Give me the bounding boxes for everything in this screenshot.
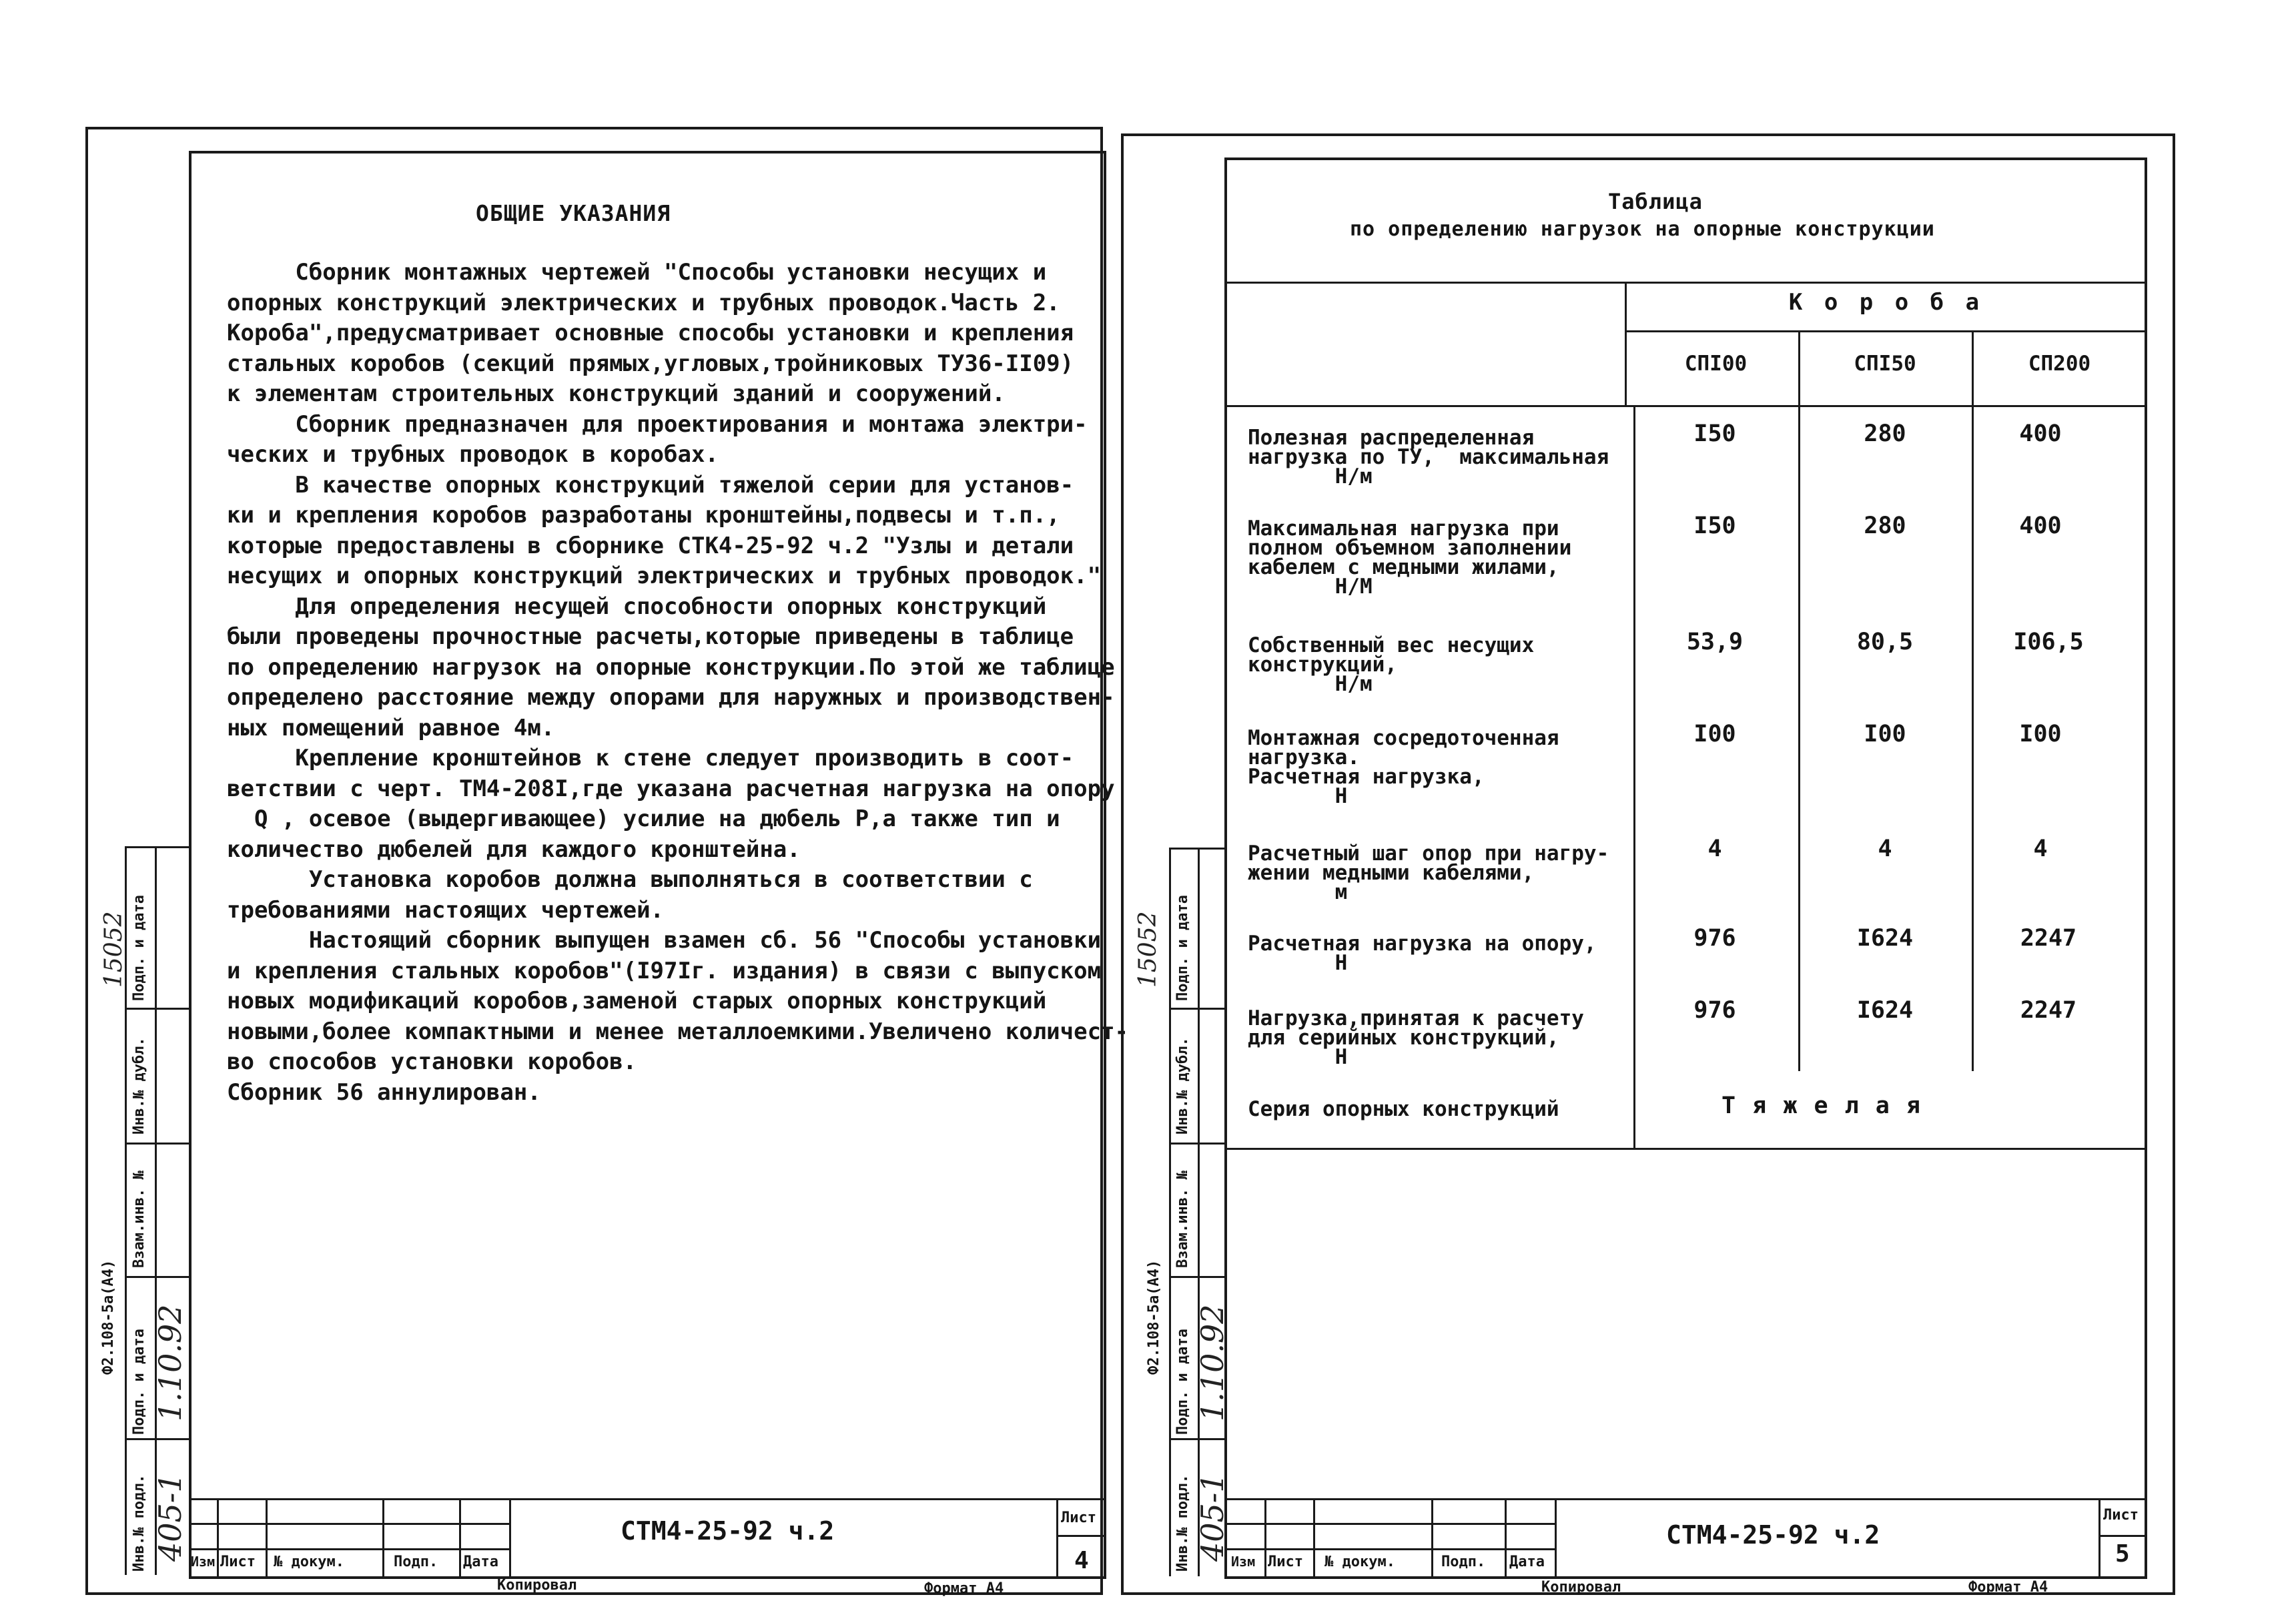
body-line: Крепление кронштейнов к стене следует производить в соот- [227, 745, 1074, 771]
table-column-header: СП200 [2028, 352, 2091, 376]
row-label: Собственный вес несущих конструкций, Н/м [1248, 633, 1535, 696]
body-line: ки и крепления коробов разработаны кронштейны,подвесы и т.п., [227, 502, 1060, 529]
cell-value: I624 [1856, 925, 1914, 952]
body-line: ческих и трубных проводок в коробах. [227, 441, 719, 468]
body-line: к элементам строительных конструкций зданий и сооружений. [227, 380, 1006, 407]
body-line: были проведены прочностные расчеты,которые приведены в таблице [227, 623, 1074, 650]
left-stamp-hand-inv: 405-1 [152, 1473, 188, 1562]
row-label: Полезная распределенная нагрузка по ТУ, максимальная Н/м [1248, 426, 1609, 489]
right-format-label: Формат А4 [1968, 1579, 2048, 1596]
row-label: Нагрузка,принятая к расчету для серийных конструкций, Н [1248, 1006, 1584, 1069]
table-column-header: СПI50 [1854, 352, 1916, 376]
left-stamp-inv-dup-label: Инв.№ дубл. [131, 1037, 147, 1135]
cell-value: 2247 [2020, 925, 2077, 952]
right-stamp-hand-sign: 15052 [1134, 911, 1162, 988]
left-stamp-hand-sign: 15052 [100, 911, 127, 988]
right-stamp-replace-inv-label: Взам.инв. № [1174, 1171, 1191, 1268]
table-title: Таблица [1608, 189, 1703, 214]
series-value: Т я ж е л а я [1721, 1092, 1922, 1119]
cell-value: 80,5 [1856, 629, 1914, 655]
body-line: Q , осевое (выдергивающее) усилие на дюбель Р,а также тип и [227, 805, 1060, 832]
left-tb-date: Дата [463, 1554, 498, 1570]
left-stamp-form-label: Ф2.108-5а(А4) [100, 1259, 117, 1375]
cell-value: I00 [1693, 721, 1736, 747]
cell-value: 53,9 [1686, 629, 1744, 655]
left-stamp-replace-inv-label: Взам.инв. № [131, 1171, 147, 1268]
body-line: новыми,более компактными и менее металлоемкими.Увеличено количест- [227, 1018, 1129, 1045]
cell-value: 4 [1707, 836, 1722, 862]
body-line: по определению нагрузок на опорные конструкции.По этой же таблице [227, 653, 1115, 681]
cell-value: 400 [2019, 513, 2062, 539]
right-tb-doc: № докум. [1324, 1554, 1395, 1570]
left-tb-sign: Подп. [394, 1554, 438, 1570]
table-subtitle: по определению нагрузок на опорные конструкции [1350, 218, 1935, 241]
left-sheet-number: 4 [1074, 1547, 1089, 1574]
row-label: Расчетный шаг опор при нагру- жении медными кабелями, м [1248, 842, 1609, 904]
cell-value: I624 [1856, 997, 1914, 1024]
body-line: которые предоставлены в сборнике СТК4-25-92 ч.2 "Узлы и детали [227, 532, 1074, 559]
body-line: Для определения несущей способности опорных конструкций [227, 593, 1047, 620]
right-copied-label: Копировал [1541, 1579, 1621, 1596]
cell-value: I00 [2019, 721, 2062, 747]
body-line: определено расстояние между опорами для наружных и производствен- [227, 684, 1115, 711]
body-line: Сборник 56 аннулирован. [227, 1078, 541, 1106]
body-line: во способов установки коробов. [227, 1048, 637, 1075]
left-tb-list: Лист [220, 1554, 256, 1570]
cell-value: 400 [2019, 420, 2062, 447]
right-stamp-form-label: Ф2.108-5а(А4) [1146, 1259, 1162, 1375]
table-column-header: СПI00 [1684, 352, 1748, 376]
left-stamp-inv-orig-label: Инв.№ подл. [131, 1474, 147, 1572]
row-label: Монтажная сосредоточенная нагрузка. Расчетная нагрузка, Н [1248, 726, 1559, 808]
row-label: Расчетная нагрузка на опору, Н [1248, 932, 1597, 975]
body-line: Сборник предназначен для проектирования и монтажа электри- [227, 410, 1088, 438]
body-line: несущих и опорных конструкций электрических и трубных проводок." [227, 563, 1102, 589]
right-stamp-sign-date2-label: Подп. и дата [1174, 1329, 1191, 1435]
row-label: Серия опорных конструкций [1248, 1097, 1559, 1121]
right-tb-list: Лист [1268, 1554, 1303, 1570]
body-line: стальных коробов (секций прямых,угловых,тройниковых ТУ36-II09) [227, 350, 1074, 377]
left-stamp-hand-date: 1.10.92 [152, 1304, 188, 1421]
cell-value: 4 [1878, 836, 1892, 862]
body-line: Сборник монтажных чертежей "Способы установки несущих и [227, 259, 1047, 286]
row-label: Максимальная нагрузка при полном объемном заполнении кабелем с медными жилами, Н/М [1248, 517, 1572, 599]
right-doc-code: СТМ4-25-92 ч.2 [1666, 1520, 1880, 1550]
cell-value: 280 [1864, 513, 1906, 539]
cell-value: 976 [1693, 925, 1736, 952]
body-line: В качестве опорных конструкций тяжелой серии для установ- [227, 471, 1074, 499]
body-line: и крепления стальных коробов"(I97Iг. издания) в связи с выпуском [227, 957, 1102, 984]
cell-value: I00 [1864, 721, 1906, 747]
right-stamp-sign-date-label: Подп. и дата [1174, 895, 1191, 1001]
left-format-label: Формат А4 [924, 1580, 1004, 1597]
cell-value: I50 [1693, 420, 1736, 447]
body-line: опорных конструкций электрических и трубных проводок.Часть 2. [227, 289, 1060, 316]
cell-value: I06,5 [2013, 629, 2084, 655]
left-doc-code: СТМ4-25-92 ч.2 [621, 1516, 835, 1546]
table-group-header: К о р о б а [1788, 289, 1984, 316]
right-sheet-number: 5 [2115, 1540, 2130, 1568]
cell-value: 4 [2033, 836, 2048, 862]
left-sheet-label: Лист [1061, 1510, 1096, 1526]
body-line: требованиями настоящих чертежей. [227, 896, 665, 924]
right-stamp-inv-dup-label: Инв.№ дубл. [1174, 1037, 1191, 1135]
body-line: новых модификаций коробов,заменой старых опорных конструкций [227, 988, 1047, 1014]
right-stamp-inv-orig-label: Инв.№ подл. [1174, 1474, 1191, 1572]
right-stamp-hand-date: 1.10.92 [1194, 1304, 1230, 1421]
cell-value: I50 [1693, 513, 1736, 539]
body-line: Настоящий сборник выпущен взамен сб. 56 "Способы установки [227, 927, 1102, 954]
right-tb-sign: Подп. [1441, 1554, 1486, 1570]
left-copied-label: Копировал [497, 1577, 577, 1594]
body-line: Установка коробов должна выполняться в соответствии с [227, 866, 1033, 893]
cell-value: 280 [1864, 420, 1906, 447]
left-body-text [227, 258, 1128, 1108]
cell-value: 976 [1693, 997, 1736, 1024]
body-line: Короба",предусматривает основные способы установки и крепления [227, 320, 1074, 346]
body-line: ветствии с черт. ТМ4-208I,где указана расчетная нагрузка на опору [227, 775, 1115, 802]
right-sheet-label: Лист [2103, 1507, 2139, 1524]
left-stamp-sign-date-label: Подп. и дата [131, 895, 147, 1001]
left-tb-izm: Изм [191, 1554, 216, 1570]
left-tb-doc: № докум. [274, 1554, 344, 1570]
body-line: количество дюбелей для каждого кронштейна. [227, 836, 801, 863]
right-tb-date: Дата [1509, 1554, 1545, 1570]
right-tb-izm: Изм [1231, 1554, 1256, 1570]
right-stamp-hand-inv: 405-1 [1194, 1473, 1230, 1562]
cell-value: 2247 [2020, 997, 2077, 1024]
left-title: ОБЩИЕ УКАЗАНИЯ [476, 200, 671, 226]
body-line: ных помещений равное 4м. [227, 714, 555, 741]
left-stamp-sign-date2-label: Подп. и дата [131, 1329, 147, 1435]
